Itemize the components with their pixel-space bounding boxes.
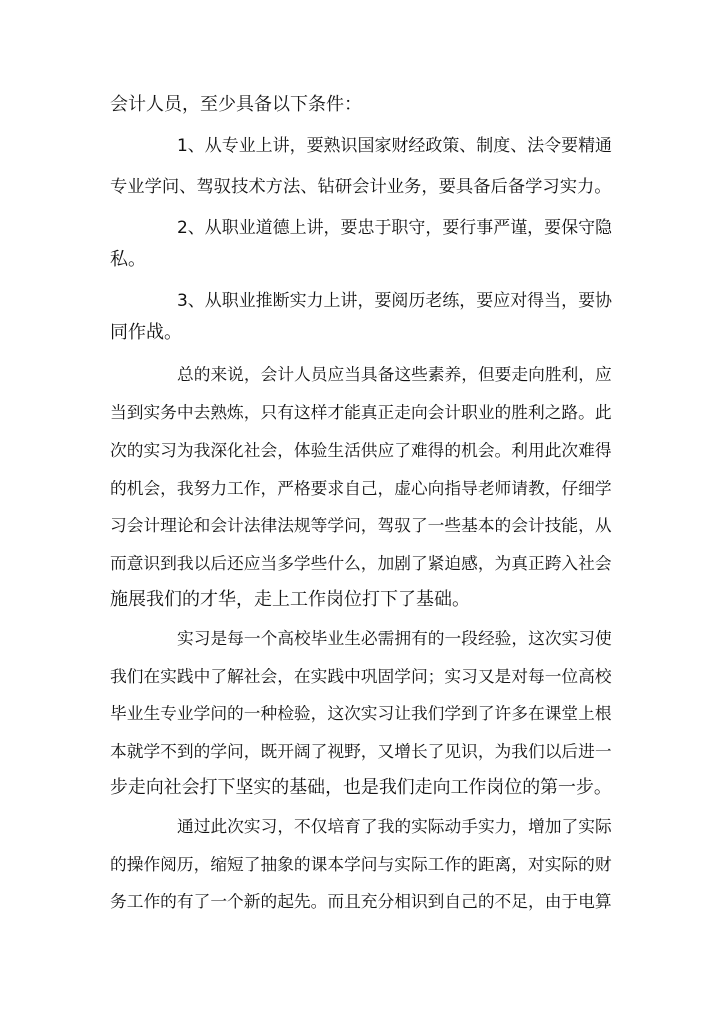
text-line: 同作战。 xyxy=(110,322,182,343)
text-line: 的机会，我努力工作，严格要求自己，虚心向指导老师请教，仔细学 xyxy=(110,478,612,498)
text-line: 务工作的有了一个新的起先。而且充分相识到自己的不足，由于电算 xyxy=(110,891,612,911)
text-line: 2、从职业道德上讲，要忠于职守，要行事严谨，要保守隐 xyxy=(177,218,613,238)
text-line: 通过此次实习，不仅培育了我的实际动手实力，增加了实际 xyxy=(177,816,612,836)
text-line: 总的来说，会计人员应当具备这些素养，但要走向胜利，应 xyxy=(177,364,612,384)
text-line: 次的实习为我深化社会，体验生活供应了难得的机会。利用此次难得 xyxy=(110,440,612,460)
text-line: 3、从职业推断实力上讲，要阅历老练，要应对得当，要协 xyxy=(177,291,613,311)
text-line: 而意识到我以后还应当多学些什么，加剧了紧迫感，为真正跨入社会 xyxy=(110,553,612,573)
text-line: 我们在实践中了解社会，在实践中巩固学问；实习又是对每一位高校 xyxy=(110,666,612,686)
text-line: 私。 xyxy=(110,249,146,270)
text-line: 习会计理论和会计法律法规等学问，驾驭了一些基本的会计技能，从 xyxy=(110,515,612,535)
text-line: 本就学不到的学问，既开阔了视野，又增长了见识，为我们以后进一 xyxy=(110,741,612,761)
text-line: 实习是每一个高校毕业生必需拥有的一段经验，这次实习使 xyxy=(177,628,612,648)
text-line: 1、从专业上讲，要熟识国家财经政策、制度、法令要精通 xyxy=(177,136,613,156)
text-line: 的操作阅历，缩短了抽象的课本学问与实际工作的距离，对实际的财 xyxy=(110,854,612,874)
text-line: 施展我们的才华，走上工作岗位打下了基础。 xyxy=(110,589,470,610)
text-line: 毕业生专业学问的一种检验，这次实习让我们学到了许多在课堂上根 xyxy=(110,703,612,723)
text-line: 当到实务中去熟炼，只有这样才能真正走向会计职业的胜利之路。此 xyxy=(110,402,612,422)
text-line: 专业学问、驾驭技术方法、钻研会计业务，要具备后备学习实力。 xyxy=(110,177,612,197)
text-line: 步走向社会打下坚实的基础，也是我们走向工作岗位的第一步。 xyxy=(110,777,612,798)
text-line: 会计人员，至少具备以下条件： xyxy=(110,94,362,115)
